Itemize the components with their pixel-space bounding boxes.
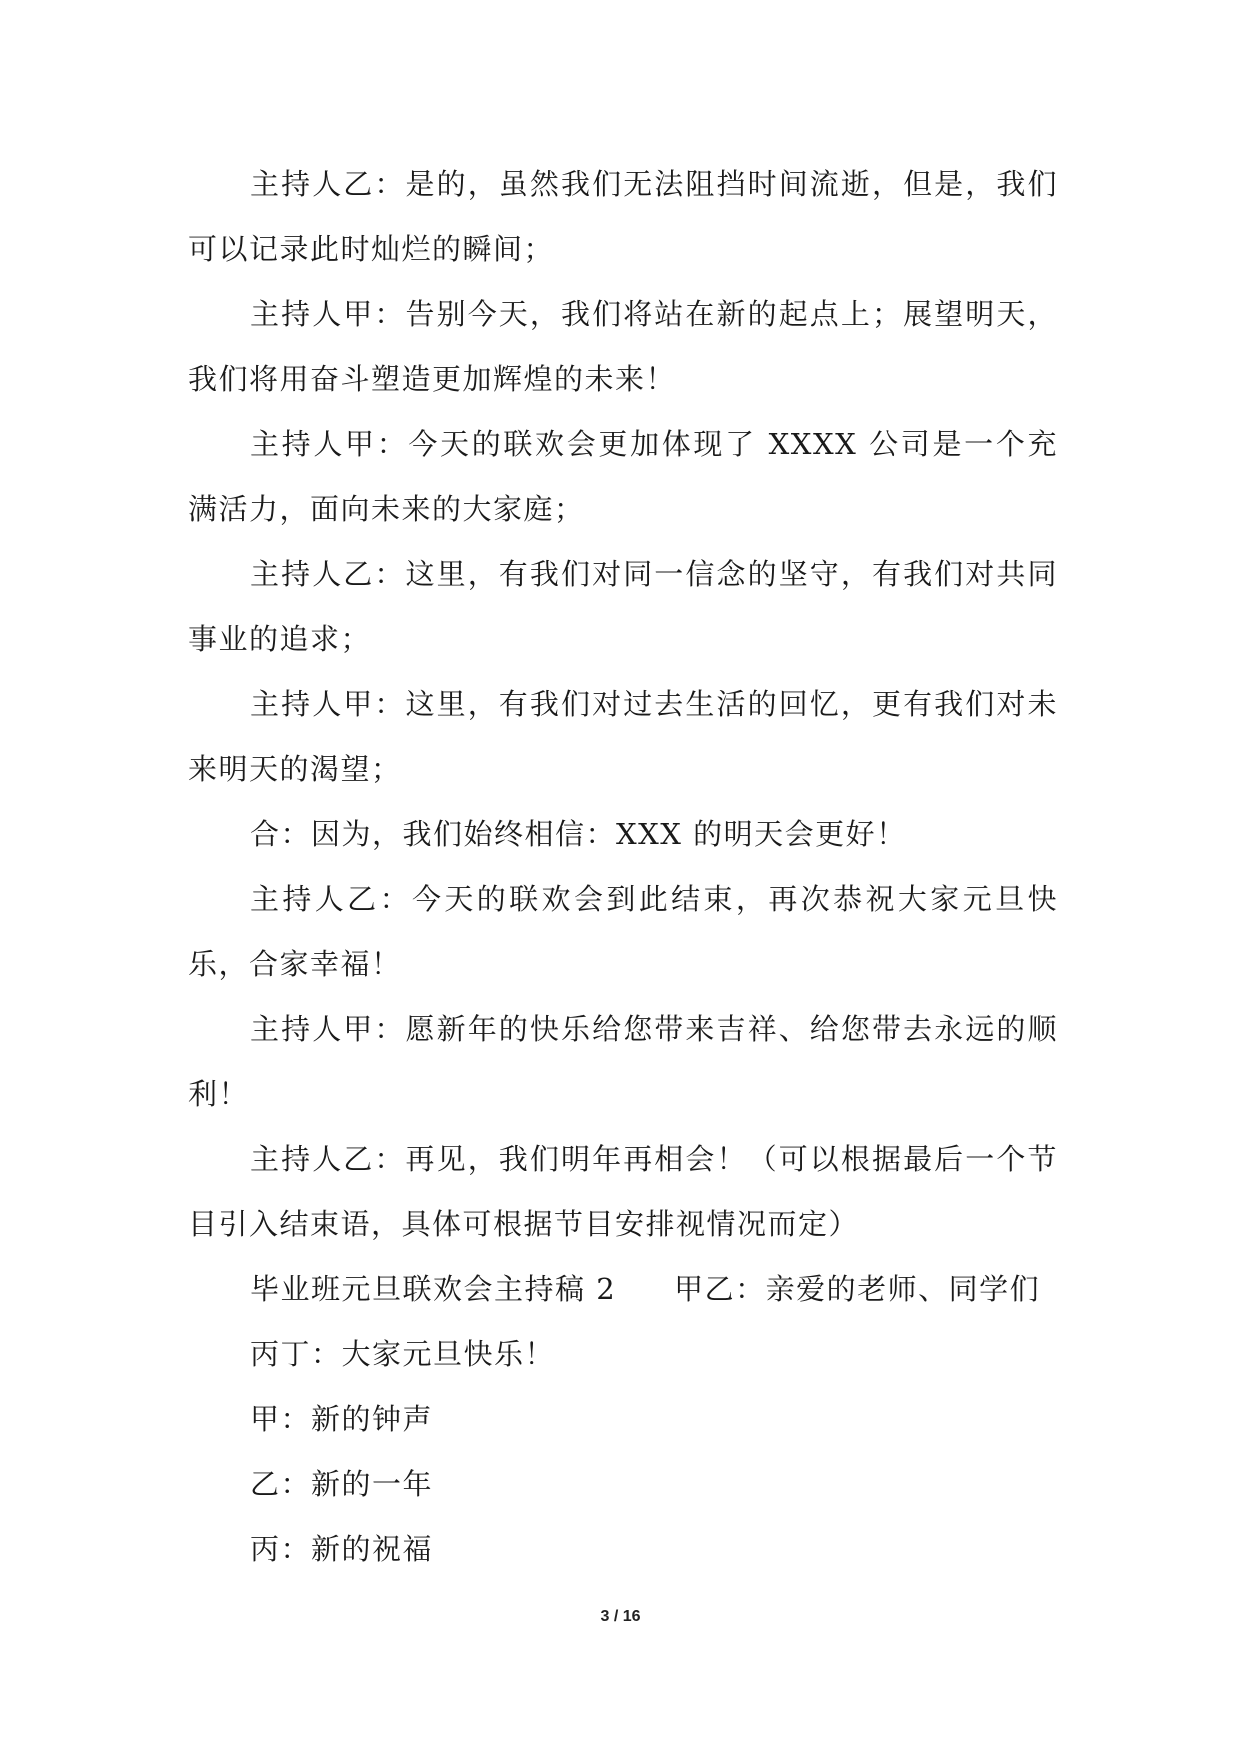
paragraph: 主持人乙：再见，我们明年再相会！（可以根据最后一个节目引入结束语，具体可根据节目安排视情况而定） — [188, 1142, 1058, 1241]
paragraph: 主持人甲：愿新年的快乐给您带来吉祥、给您带去永远的顺利！ — [188, 1012, 1058, 1111]
dialogue-line: 乙：新的一年 — [250, 1467, 434, 1501]
paragraph: 合：因为，我们始终相信：XXX 的明天会更好！ — [250, 817, 907, 851]
dialogue-line: 甲：新的钟声 — [250, 1402, 434, 1436]
paragraph: 主持人甲：告别今天，我们将站在新的起点上；展望明天，我们将用奋斗塑造更加辉煌的未来！ — [188, 297, 1058, 396]
section-title-line — [188, 1257, 1058, 1322]
dialogue-line: 丙丁：大家元旦快乐！ — [250, 1337, 556, 1371]
document-body — [188, 152, 1058, 1582]
paragraph: 主持人乙：今天的联欢会到此结束，再次恭祝大家元旦快乐，合家幸福！ — [188, 882, 1058, 981]
paragraph: 主持人甲：今天的联欢会更加体现了 XXXX 公司是一个充满活力，面向未来的大家庭； — [188, 427, 1058, 526]
dialogue-line: 丙：新的祝福 — [250, 1532, 434, 1566]
paragraph: 主持人乙：这里，有我们对同一信念的坚守，有我们对共同事业的追求； — [188, 557, 1058, 656]
section-title: 毕业班元旦联欢会主持稿 2 — [250, 1272, 617, 1306]
opening-speech: 甲乙：亲爱的老师、同学们 — [674, 1272, 1041, 1306]
paragraph: 主持人甲：这里，有我们对过去生活的回忆，更有我们对未来明天的渴望； — [188, 687, 1058, 786]
paragraph: 主持人乙：是的，虽然我们无法阻挡时间流逝，但是，我们可以记录此时灿烂的瞬间； — [188, 167, 1058, 266]
page-number: 3 / 16 — [600, 1608, 641, 1625]
